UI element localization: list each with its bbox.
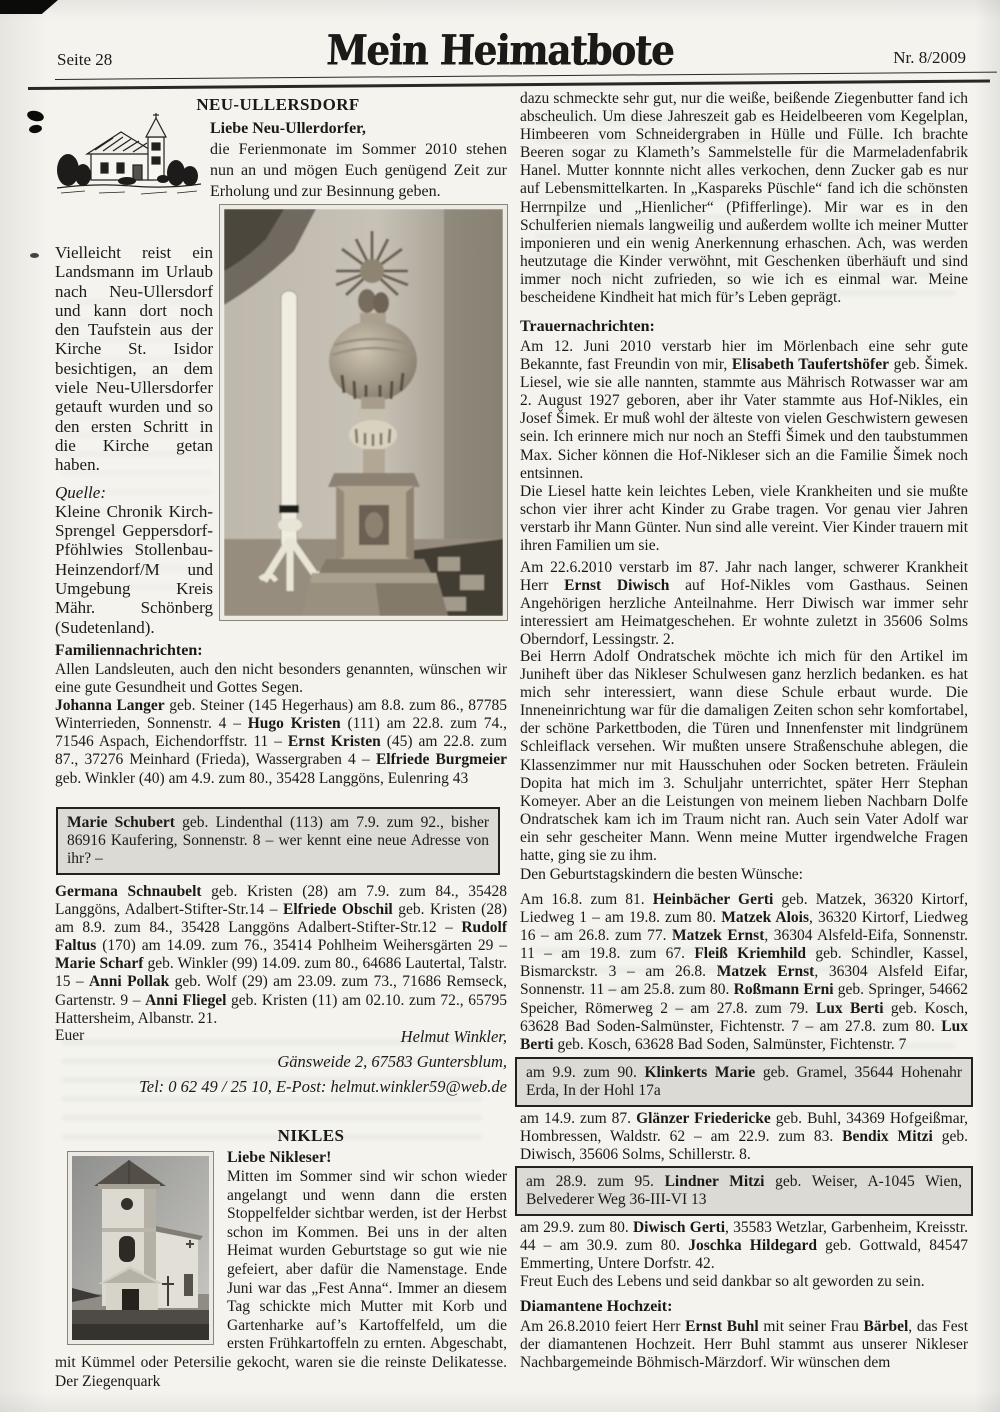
highlight-box-lindner [515,1166,973,1216]
right-column [520,0,968,1412]
birthday-list-september-1: am 14.9. zum 87. Glänzer Friedericke geb. Buhl, 34369 Hofgeißmar, Hombressen, Waldstr. 62 – am 22.9. zum 83. Bendix Mitzi geb. Diwisch, 35606 Solms, Schillerstr. 8. [520,1110,969,1164]
ziegenquark-paragraph: dazu schmeckte sehr gut, nur die weiße, beißende Ziegenbutter fand ich abscheulich. Um diese Jahreszeit gab es Heidelbeeren vom Kegelplan, Himbeeren vom Schneidergraben in Hülle und Fülle. Ich brachte Beeren sogar zu Klameth’s Sammelstelle für die Marmeladenfabrik Hanel. Mutter konnnte nicht alles verkochen, denn Zucker gab es nur auf Lebensmittelkarten. In „Kaspareks Püschle“ fand ich die schönsten Herrnpilze und „Hienlicher“ (Pfifferlinge). Mir war es in den Schulferien niemals langweilig und außerdem wollte ich meiner Mutter imponieren und ein wenig Anerkennung erhaschen. Ach, was werden heutzutage die Kinder verwöhnt, mit Geschenken überhäuft und sind immer noch nicht zufrieden, so wie ich es einmal war. Meine bescheidene Kindheit hat mich für’s Leben geprägt. [520,90,968,307]
signature-block [55,1024,507,1099]
neu-ullersdorf-intro-paragraph: die Ferienmonate im Sommer 2010 stehen nun an und mögen Euch genügend Zeit zur Erholung und zur Besinnung geben. [210,141,507,200]
klinkerts-text: am 9.9. zum 90. Klinkerts Marie geb. Gramel, 35644 Hohenahr Erda, In der Hohl 17a [526,1064,962,1100]
familiennachrichten-heading: Familiennachrichten: [55,642,203,659]
familiennachrichten-intro: Allen Landsleuten, auch den nicht besonders genannten, wünschen wir eine gute Gesundheit und Gottes Segen. [55,661,507,697]
trauernachrichten-heading: Trauernachrichten: [520,318,655,335]
left-column [55,0,507,1412]
signature-name: Helmut Winkler, [400,1027,507,1046]
section-nikles [55,1148,507,1391]
neu-ullersdorf-salutation: Liebe Neu-Ullerdorfer, [210,120,366,137]
lindner-text: am 28.9. zum 95. Lindner Mitzi geb. Weiser, A-1045 Wien, Belvederer Weg 36-III-VI 13 [526,1173,962,1209]
marie-schubert-text: Marie Schubert geb. Lindenthal (113) am 7.9. zum 92., bisher 86916 Kaufering, Sonnenstr. 8 – wer kennt eine neue Adresse von ihr? – [67,814,489,868]
page-number: Seite 28 [57,50,113,69]
diamantene-hochzeit-paragraph: Am 26.8.2010 feiert Herr Ernst Buhl mit seiner Frau Bärbel, das Fest der diamantenen Hochzeit. Herr Buhl stammt aus unserer Nikleser Nachbargemeinde Böhmisch-Märzdorf. Wir wünschen dem [520,1318,969,1372]
scan-mark-left-edge-3 [30,253,39,258]
section-neu-ullersdorf [55,95,507,207]
signature-address: Gänsweide 2, 67583 Guntersblum, [277,1052,507,1071]
quelle-text: Kleine Chronik Kirch-Sprengel Geppersdorf-Pföhlwies Stollenbau-Heinzendorf/M und Umgebung Kreis Mähr. Schönberg (Sudetenland). [55,501,213,637]
scan-mark-left-edge-2 [29,124,43,134]
section-familiennachrichten [55,641,507,788]
taufstein-photo [220,205,507,620]
scan-mark-left-edge-1 [26,109,45,123]
schulwesen-paragraph: Bei Herrn Adolf Ondratschek möchte ich mich für den Artikel im Juniheft über das Nikleser Schulwesen ganz herzlich bedanken. es hat mich sehr interessiert, wann diese Schule erbaut wurde. Die Inneneinrichtung war für die damaligen Zeiten schon sehr komfortabel, der schöne Parkettboden, die Türen und Innenfenster mit lindgrünem Schleiflack versehen. Wir mußten unsere Straßenschuhe ablegen, die Klassenzimmer nur mit Hausschuhen oder Socken betreten. Fräulein Dopita hat mich im 3. Schuljahr unterrichtet, später Herr Stephan Komeyer. Aber an die Leistungen von meinem lieben Nachbarn Dolfe Ondratschek kam ich im Traum nicht ran. Auch sein Vater Adolf war ein sehr gescheiter Mann. Wenn meine Mutter irgendwelche Fragen hatte, ging sie zu ihm. [520,648,968,865]
neu-ullersdorf-heading: NEU-ULLERSDORF [196,95,360,114]
birthday-list-august: Am 16.8. zum 81. Heinbächer Gerti geb. Matzek, 36320 Kirtorf, Liedweg 1 – am 19.8. zum 80. Matzek Alois, 36320 Kirtorf, Liedweg 16 – am 26.8. zum 77. Matzek Ernst, 36304 Alsfeld-Eifa, Sonnenstr. 11 – am 19.8. zum 67. Fleiß Kriemhild geb. Schindler, Kassel, Bismarckstr. 3 – am 26.8. Matzek Ernst, 36304 Alsfeld Eifar, Sonnenstr. 11 – am 25.8. zum 80. Roßmann Erni geb. Springer, 54662 Speicher, Römerweg 2 – am 27.8. zum 79. Lux Berti geb. Kosch, 63628 Bad Soden-Salmünster, Fichtenstr. 7 – am 27.8. zum 80. Lux Berti geb. Kosch, 63628 Bad Soden, Salmünster, Fichtenstr. 7 [520,891,969,1053]
signature-euer: Euer [55,1027,85,1044]
masthead-title: Mein Heimatbote [325,25,675,75]
birthday-entries-paragraph-2: Germana Schnaubelt geb. Kristen (28) am 7.9. zum 84., 35428 Langgöns, Adalbert-Stifter-Str.14 – Elfriede Obschil geb. Kristen (28) am 8.9. zum 84., 35428 Langgöns Adalbert-Stifter-Str.12 – Rudolf Faltus (170) am 14.09. zum 76., 35414 Pohlheim Weihersgärten 29 – Marie Scharf geb. Winkler (99) 14.09. zum 80., 64686 Lautertal, Talstr. 15 – Anni Pollak geb. Wolf (29) am 23.09. zum 73., 71686 Remseck, Gartenstr. 9 – Anni Fliegel geb. Kristen (11) am 02.10. zum 72., 65795 Hattersheim, Albanstr. 21. [55,883,508,1027]
nikles-paragraph: Mitten im Sommer sind wir schon wieder angelangt und wenn dann die ersten Stoppelfelder sichtbar werden, ist der Herbst schon im Kommen. Bei uns in der alten Heimat wurden Geburtstage so gut wie nie gefeiert, aber dafür die Namenstage. Ende Juni war das „Fest Anna“. Immer an diesem Tag schickte mich Mutter mit Korb und Gartenharke auf’s Kartoffelfeld, um die ersten Frühkartoffeln zu ernten. Abgeschabt, mit Kümmel oder Petersilie gekocht, waren sie die reinste Delikatesse. Der Ziegenquark [55,1168,507,1390]
highlight-box-klinkerts [515,1057,973,1107]
nikles-salutation: Liebe Nikleser! [227,1149,332,1166]
quelle-label: Quelle: [55,482,106,502]
trauer-paragraph-2: Die Liesel hatte kein leichtes Leben, viele Krankheiten und sie mußte schon vier ihrer acht Kinder zu Grabe tragen. Vor genau vier Jahren verstarb ihr Mann Günter. Nun sind alle vereint. Vier Kinder trauern mit ihren Familien um sie. [520,483,968,555]
birthday-list-september-2: am 29.9. zum 80. Diwisch Gerti, 35583 Wetzlar, Garbenheim, Kreisstr. 44 – am 30.9. zum 80. Joschka Hildegard geb. Gottwald, 84547 Emmerting, Untere Dorfstr. 42. [520,1219,968,1273]
diamantene-hochzeit-heading: Diamantene Hochzeit: [520,1298,673,1315]
neu-ullersdorf-intro-block [210,119,507,202]
signature-contact: Tel: 0 62 49 / 25 10, E-Post: helmut.winkler59@web.de [139,1077,507,1096]
scan-mark-top-left [0,0,58,14]
trauer-paragraph-3: Am 22.6.2010 verstarb im 87. Jahr nach langer, schwerer Krankheit Herr Ernst Diwisch auf Hof-Nikles vom Gasthaus. Seinen Angehörigen herzliche Anteilnahme. Herr Diwisch war immer sehr interessiert am Heimatgeschehen. Er wohnte zuletzt in 35606 Solms Oberndorf, Lessingstr. 2. [520,559,968,649]
trauer-paragraph-1: Am 12. Juni 2010 verstarb hier im Mörlenbach eine sehr gute Bekannte, fast Freundin von mir, Elisabeth Taufertshöfer geb. Šimek. Liesel, wie sie alle nannten, stammte aus Mährisch Rotwasser war am 2. August 1927 geboren, aber ihr Vater stammte aus Hof-Nikles, ein Josef Šimek. Er muß wohl der älteste von vielen Geschwistern gewesen sein. Ich erinnere mich nur noch an Steffi Šimek und den taubstummen Max. Sicher können die Hof-Nikleser sich an die Familie Šimek noch entsinnen. [520,338,968,482]
geburtstagskinder-line: Den Geburtstagskindern die besten Wünsche: [520,866,803,883]
freut-euch-line: Freut Euch des Lebens und seid dankbar so alt geworden zu sein. [520,1273,925,1290]
neu-ullersdorf-side-column [55,243,213,637]
taufstein-paragraph: Vielleicht reist ein Landsmann im Urlaub nach Neu-Ullersdorf und kann dort noch den Taufstein aus der Kirche St. Isidor besichtigen, an dem viele Neu-Ullersdorfer getauft wurden und so den ersten Schritt in die Kirche getan haben. [55,243,213,475]
issue-number: Nr. 8/2009 [893,48,966,67]
nikles-heading: NIKLES [277,1126,345,1145]
church-engraving-image [55,113,203,199]
birthday-entries-paragraph: Johanna Langer geb. Steiner (145 Hegerhaus) am 8.8. zum 86., 87785 Winterrieden, Sonnenstr. 4 – Hugo Kristen (111) am 22.8. zum 74., 71546 Aspach, Eichendorffstr. 11 – Ernst Kristen (45) am 22.8. zum 87., 37276 Meinhard (Frieda), Wassergraben 4 – Elfriede Burgmeier geb. Winkler (40) am 4.9. zum 80., 35428 Langgöns, Eulenring 43 [55,697,507,787]
nikles-church-photo [68,1152,213,1344]
highlight-box-marie-schubert [56,807,500,875]
